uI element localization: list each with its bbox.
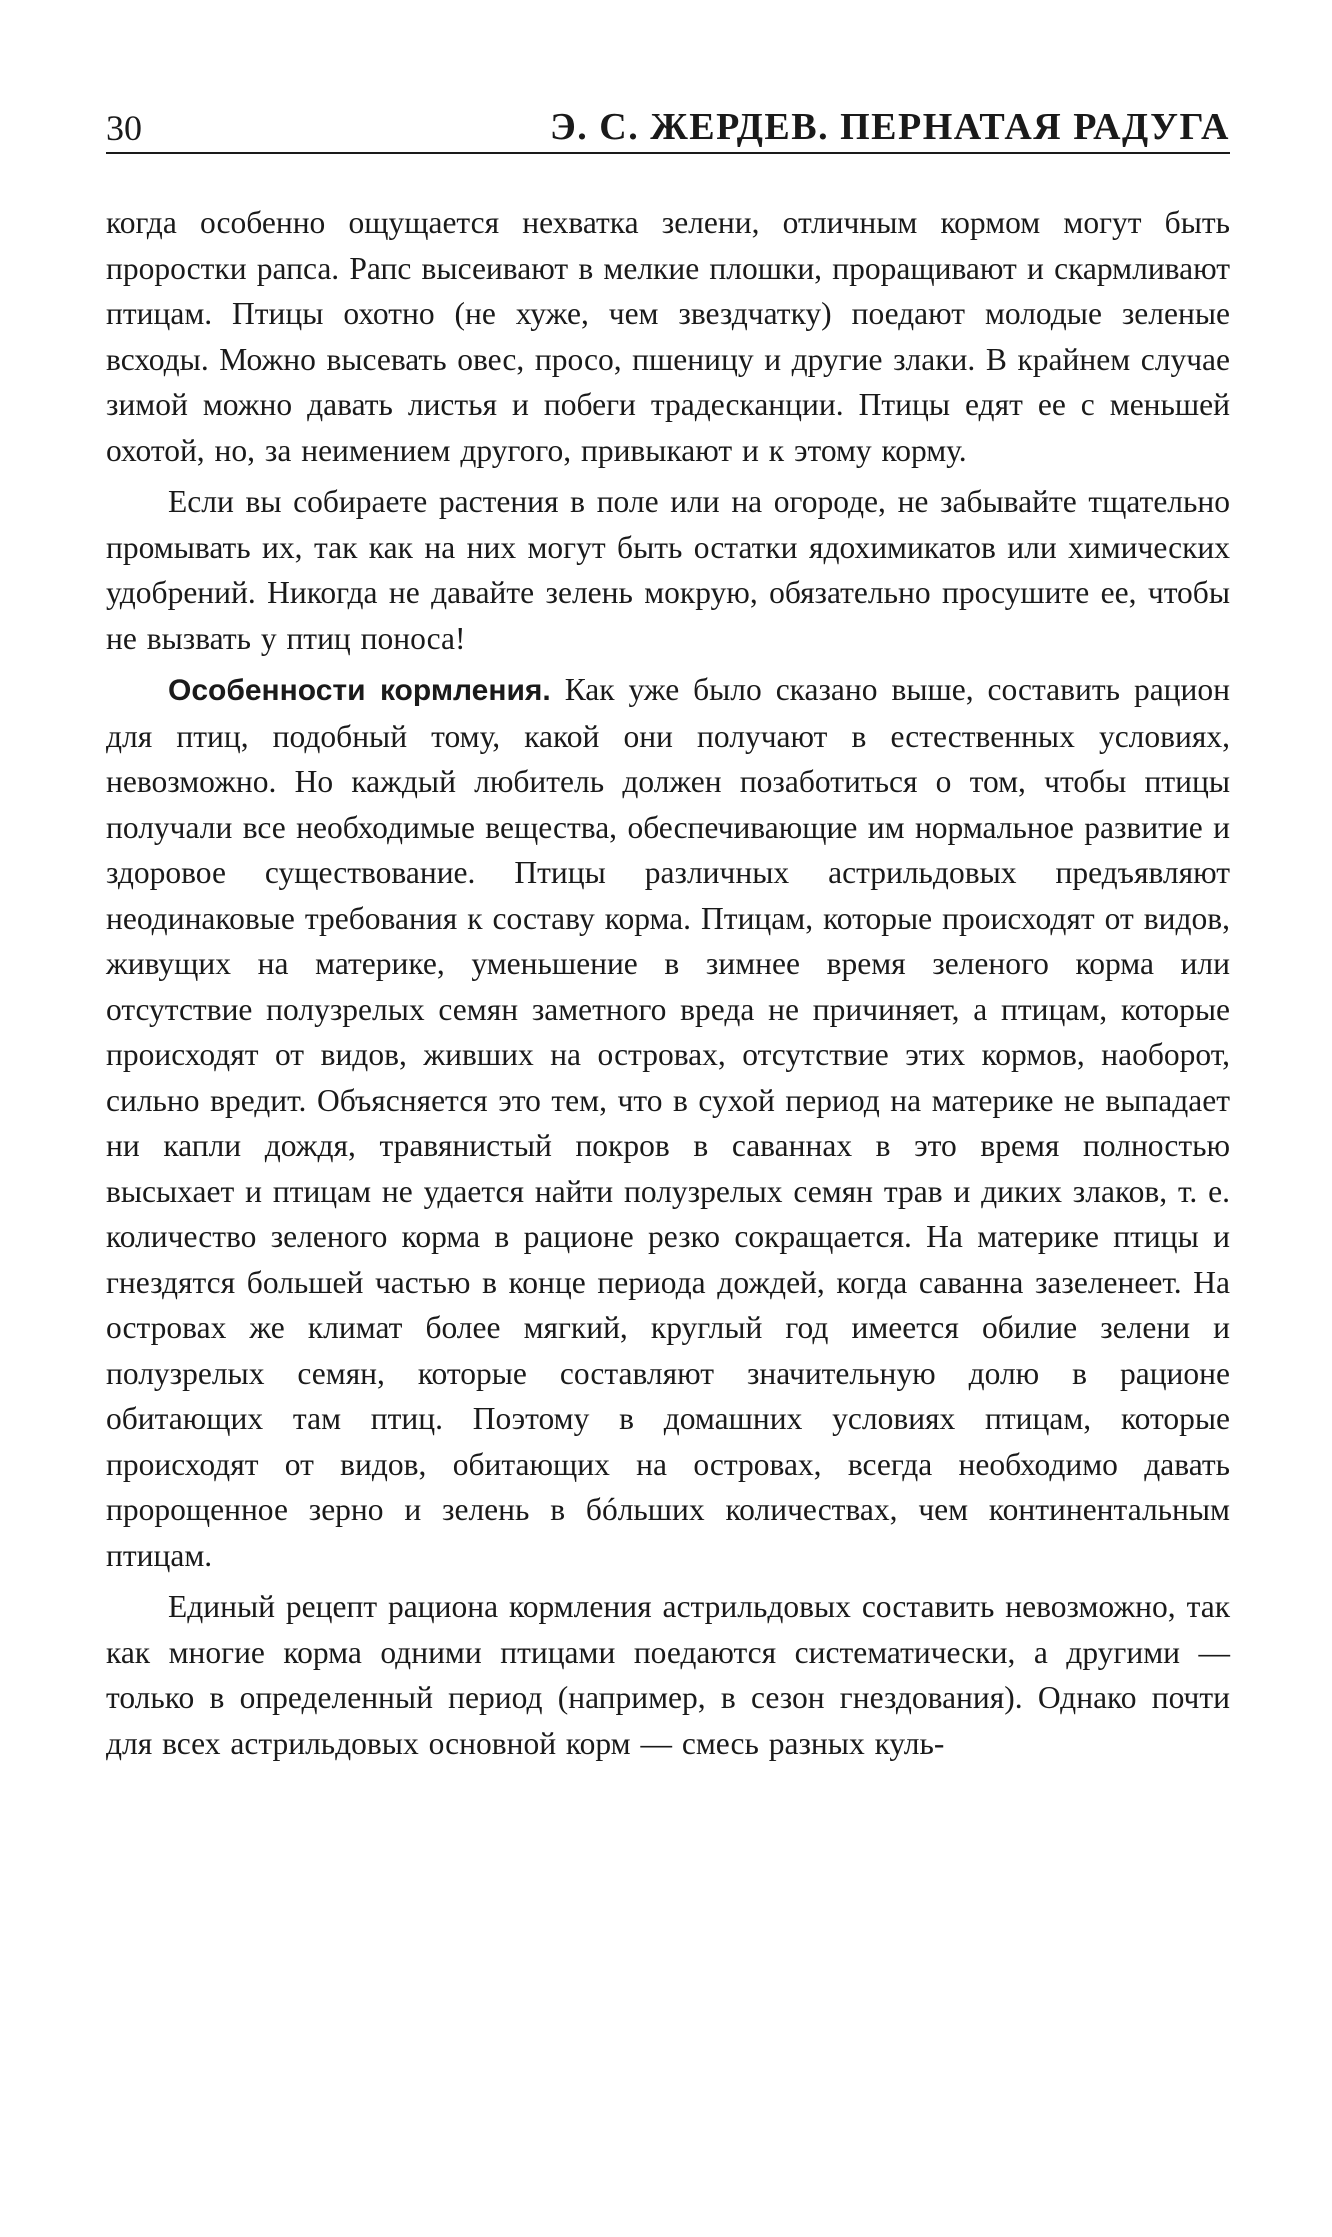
- paragraph-2: [106, 479, 1230, 661]
- running-title: Э. С. ЖЕРДЕВ. ПЕРНАТАЯ РАДУГА: [550, 106, 1230, 148]
- page-number: 30: [106, 108, 142, 148]
- paragraph-text: Если вы собираете растения в поле или на огороде, не забывайте тщательно промывать их, так как на них могут быть остатки ядохимикатов или химических удобрений. Никогда не давайте зелень мокрую, обязательно просушите ее, чтобы не вызвать у птиц поноса!: [106, 484, 1230, 656]
- paragraph-3: [106, 667, 1230, 1578]
- paragraph-heading: Особенности кормления.: [168, 674, 551, 707]
- paragraph-text: Единый рецепт рациона кормления астрильдовых составить невозможно, так как многие корма одними птицами поедаются систематически, а другими — только в определенный период (например, в сезон гнездования). Однако почти для всех астрильдовых основной корм — смесь разных куль-: [106, 1589, 1230, 1761]
- running-head: [106, 90, 1230, 154]
- book-page: [106, 90, 1230, 1766]
- paragraph-4: [106, 1584, 1230, 1766]
- paragraph-text: когда особенно ощущается нехватка зелени, отличным кормом могут быть проростки рапса. Рапс высеивают в мелкие плошки, проращивают и скармливают птицам. Птицы охотно (не хуже, чем звездчатку) поедают молодые зеленые всходы. Можно высевать овес, просо, пшеницу и другие злаки. В крайнем случае зимой можно давать листья и побеги традесканции. Птицы едят ее с меньшей охотой, но, за неимением другого, привыкают и к этому корму.: [106, 205, 1230, 468]
- body-text: [106, 200, 1230, 1766]
- paragraph-1: [106, 200, 1230, 473]
- paragraph-text: Как уже было сказано выше, составить рацион для птиц, подобный тому, какой они получают в естественных условиях, невозможно. Но каждый любитель должен позаботиться о том, чтобы птицы получали все необходимые вещества, обеспечивающие им нормальное развитие и здоровое существование. Птицы различных астрильдовых предъявляют неодинаковые требования к составу корма. Птицам, которые происходят от видов, живущих на материке, уменьшение в зимнее время зеленого корма или отсутствие полузрелых семян заметного вреда не причиняет, а птицам, которые происходят от видов, живших на островах, отсутствие этих кормов, наоборот, сильно вредит. Объясняется это тем, что в сухой период на материке не выпадает ни капли дождя, травянистый покров в саваннах в это время полностью высыхает и птицам не удается найти полузрелых семян трав и диких злаков, т. е. количество зеленого корма в рационе резко сокращается. На материке птицы и гнездятся большей частью в конце периода дождей, когда саванна зазеленеет. На островах же климат более мягкий, круглый год имеется обилие зелени и полузрелых семян, которые составляют значительную долю в рационе обитающих там птиц. Поэтому в домашних условиях птицам, которые происходят от видов, обитающих на островах, всегда необходимо давать пророщенное зерно и зелень в бóльших количествах, чем континентальным птицам.: [106, 672, 1230, 1573]
